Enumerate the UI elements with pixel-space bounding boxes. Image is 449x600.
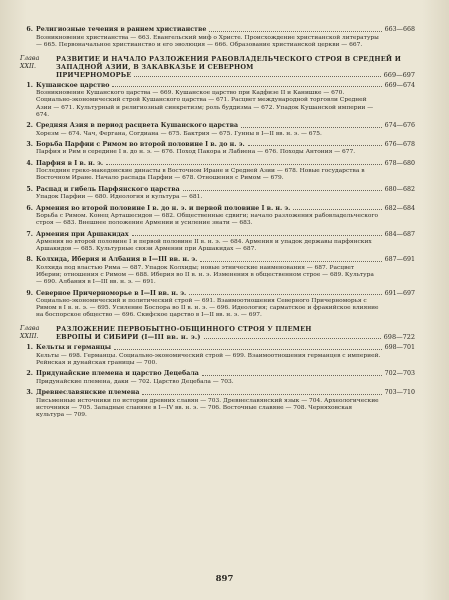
chapter-pages: 669—697 [383,70,415,79]
entry-description: Борьба с Римом. Конец Арташесидов — 682. Общественные сдвиги; начало разложения рабовладельческого строя — 683. Внешнее положение Армении и усиление знати — 683. [36,213,379,227]
entry-number: 2. [26,121,33,129]
entry-number: 3. [26,140,33,148]
chapter-heading [20,325,415,341]
entry-title: Религиозные течения в раннем христианстве [36,26,207,33]
entry-heading [20,256,415,264]
entry-number: 1. [26,344,33,352]
entry-heading [20,160,415,168]
entry-heading [20,205,415,213]
dot-leader [114,349,382,350]
toc-entry [20,26,415,49]
chapter-pages: 698—722 [383,333,415,342]
toc-entry [20,256,415,286]
dot-leader [293,209,381,210]
toc-entry [20,290,415,320]
entry-heading [20,141,415,149]
toc-entry [20,186,415,202]
entry-pages: 682—684 [384,204,415,212]
entry-pages: 698—701 [384,344,415,352]
entry-pages: 687—691 [384,256,415,264]
entry-heading [20,389,415,397]
entry-description: Колхида под властью Рима — 687. Упадок Колхиды; новые этнические наименования — 687. Расцвет Иберии; отношения с Римом — 688. Иберия во II в. н. э. Изменения в общественном строе — 689. Культура — 690. Албания в I—III вв. н. э. — 691. [36,265,374,286]
entry-title: Армения во второй половине I в. до н. э. и первой половине I в. н. э. [36,204,291,212]
entry-heading [20,344,415,352]
chapter-title-end: ПРИЧЕРНОМОРЬЕ [56,70,132,79]
entry-title: Борьба Парфии с Римом во второй половине I в. до н. э. [36,140,245,148]
toc-entry [20,389,415,419]
dot-leader [241,127,382,128]
dot-leader [189,294,381,295]
entry-pages: 676—678 [384,140,415,148]
chapter-title-block [56,55,415,79]
toc-entry [20,122,415,138]
toc-entry [20,370,415,386]
entry-title: Колхида, Иберия и Албания в I—III вв. н. э. [36,256,198,264]
entry-number: 2. [26,370,33,378]
dot-leader [106,164,382,165]
chapter-title: РАЗЛОЖЕНИЕ ПЕРВОБЫТНО-ОБЩИННОГО СТРОЯ У ПЛЕМЕН [56,325,312,334]
entry-heading [20,82,415,90]
dot-leader [204,338,381,339]
dot-leader [248,145,382,146]
entry-heading [20,186,415,194]
entry-description: Письменные источники по истории древних славян — 703. Древнеславянский язык — 704. Археологические источники — 705. Западные славяне в I—IV вв. н. э. — 706. Восточные славяне — 708. Черняховская культура — 709. [36,397,379,419]
entry-title: Кельты и германцы [36,344,112,352]
entry-number: 6. [26,26,33,33]
entry-title: Средняя Азия в период расцвета Кушанского царства [36,121,239,129]
entry-pages: 691—697 [384,289,415,297]
entry-description: Социально-экономический и политический строй — 691. Взаимоотношения Северного Причерноморья с Римом в I в. н. э. — 695. Усиление Боспора во II в. н. э. — 696. Идеология; сарматское и фракийское влияние на боспорское общество — 696. Скифское царство в I—II вв. н. э. — 697. [36,298,379,319]
entry-pages: 663—668 [384,26,415,33]
entry-number: 5. [26,185,33,193]
entry-number: 6. [26,204,33,212]
chapter-title-line [56,71,415,79]
entry-pages: 702—703 [384,370,415,378]
entry-description: Парфия и Рим в середине I в. до н. э. — 676. Поход Пакора и Лабиена — 676. Походы Антония — 677. [36,149,356,156]
toc-entry [20,344,415,367]
entry-title: Распад и гибель Парфянского царства [36,185,180,193]
entry-description: Последние греко-македонские династы в Восточном Иране и Средней Азии — 678. Новые государства в Восточном Иране. Начало распада Парфии — 678. Отношения с Римом — 679. [36,168,365,182]
toc-entry [20,141,415,157]
entry-description: Хорезм — 674. Чач, Фергана, Согдиана — 675. Бактрия — 675. Гунны в I—II вв. н. э. — 675. [36,130,322,137]
dot-leader [132,235,382,236]
dot-leader [142,394,381,395]
toc-entry [20,82,415,119]
entry-number: 1. [26,81,33,89]
toc-entry [20,160,415,183]
page-number: 897 [215,574,234,584]
entry-pages: 669—674 [384,81,415,89]
entry-number: 9. [26,289,33,297]
entry-title: Армения при Аршакидах [36,230,129,238]
entry-title: Придунайские племена и царство Децебала [36,370,199,378]
entry-pages: 684—687 [384,230,415,238]
entry-title: Парфия в I в. н. э. [36,159,104,167]
dot-leader [112,86,381,87]
entry-number: 3. [26,389,33,397]
chapter-title-block [56,325,415,341]
chapter-title-end: ЕВРОПЫ И СИБИРИ (I—III вв. н. э.) [56,333,201,342]
entry-heading [20,290,415,298]
chapter-heading [20,55,415,79]
entry-heading [20,26,415,34]
dot-leader [134,76,380,77]
entry-number: 4. [26,159,33,167]
entry-number: 7. [26,230,33,238]
entry-pages: 678—680 [384,159,415,167]
entry-description: Придунайские племена, даки — 702. Царство Децебала — 703. [36,378,234,385]
dot-leader [202,375,382,376]
entry-description: Кельты — 698. Германцы. Социально-экономический строй — 699. Взаимоотношения германцев с империей. Рейнская и дунайская границы — 700. [36,353,381,367]
entry-pages: 703—710 [384,389,415,397]
entry-title: Кушанское царство [36,81,110,89]
entry-description: Армения во второй половине I и первой половине II в. н. э. — 684. Армения и упадок державы парфянских Аршакидов — 685. Культурные связи Армении при Аршакидах — 687. [36,239,372,253]
entry-heading [20,231,415,239]
entry-pages: 680—682 [384,185,415,193]
entry-description: Возникновение христианства — 663. Евангельский миф о Христе. Происхождение христианской литературы — 665. Первоначальное христианство и его эволюция — 666. Образование христианской церкви — 667. [36,34,379,48]
table-of-contents [20,26,415,422]
chapter-label: Глава XXIII. [20,325,40,341]
chapter-title-line [56,333,415,341]
toc-entry [20,205,415,228]
entry-heading [20,122,415,130]
entry-title: Северное Причерноморье в I—II вв. н. э. [36,289,187,297]
chapter-label: Глава XXII. [20,54,40,70]
entry-pages: 674—676 [384,121,415,129]
toc-entry [20,231,415,254]
entry-heading [20,370,415,378]
chapter-title: РАЗВИТИЕ И НАЧАЛО РАЗЛОЖЕНИЯ РАБОВЛАДЕЛЬЧЕСКОГО СТРОЯ В СРЕДНЕЙ И ЗАПАДНОЙ АЗИИ, В ЗАКАВКАЗЬЕ И СЕВЕРНОМ [56,54,402,71]
entry-title: Древнеславянские племена [36,389,140,397]
dot-leader [200,261,381,262]
entry-description: Возникновение Кушанского царства — 669. Кушанское царство при Кадфизе II и Канишке — 670. Социально-экономический строй Кушанского царства — 671. Расцвет международной торговли Средней Азии — 671. Культурный и религиозный синкретизм; роль буддизма — 672. Упадок Кушанской империи — 674. [36,90,374,118]
entry-description: Упадок Парфии — 680. Идеология и культура — 681. [36,194,203,201]
dot-leader [209,31,381,32]
entry-number: 8. [26,256,33,264]
dot-leader [183,190,382,191]
